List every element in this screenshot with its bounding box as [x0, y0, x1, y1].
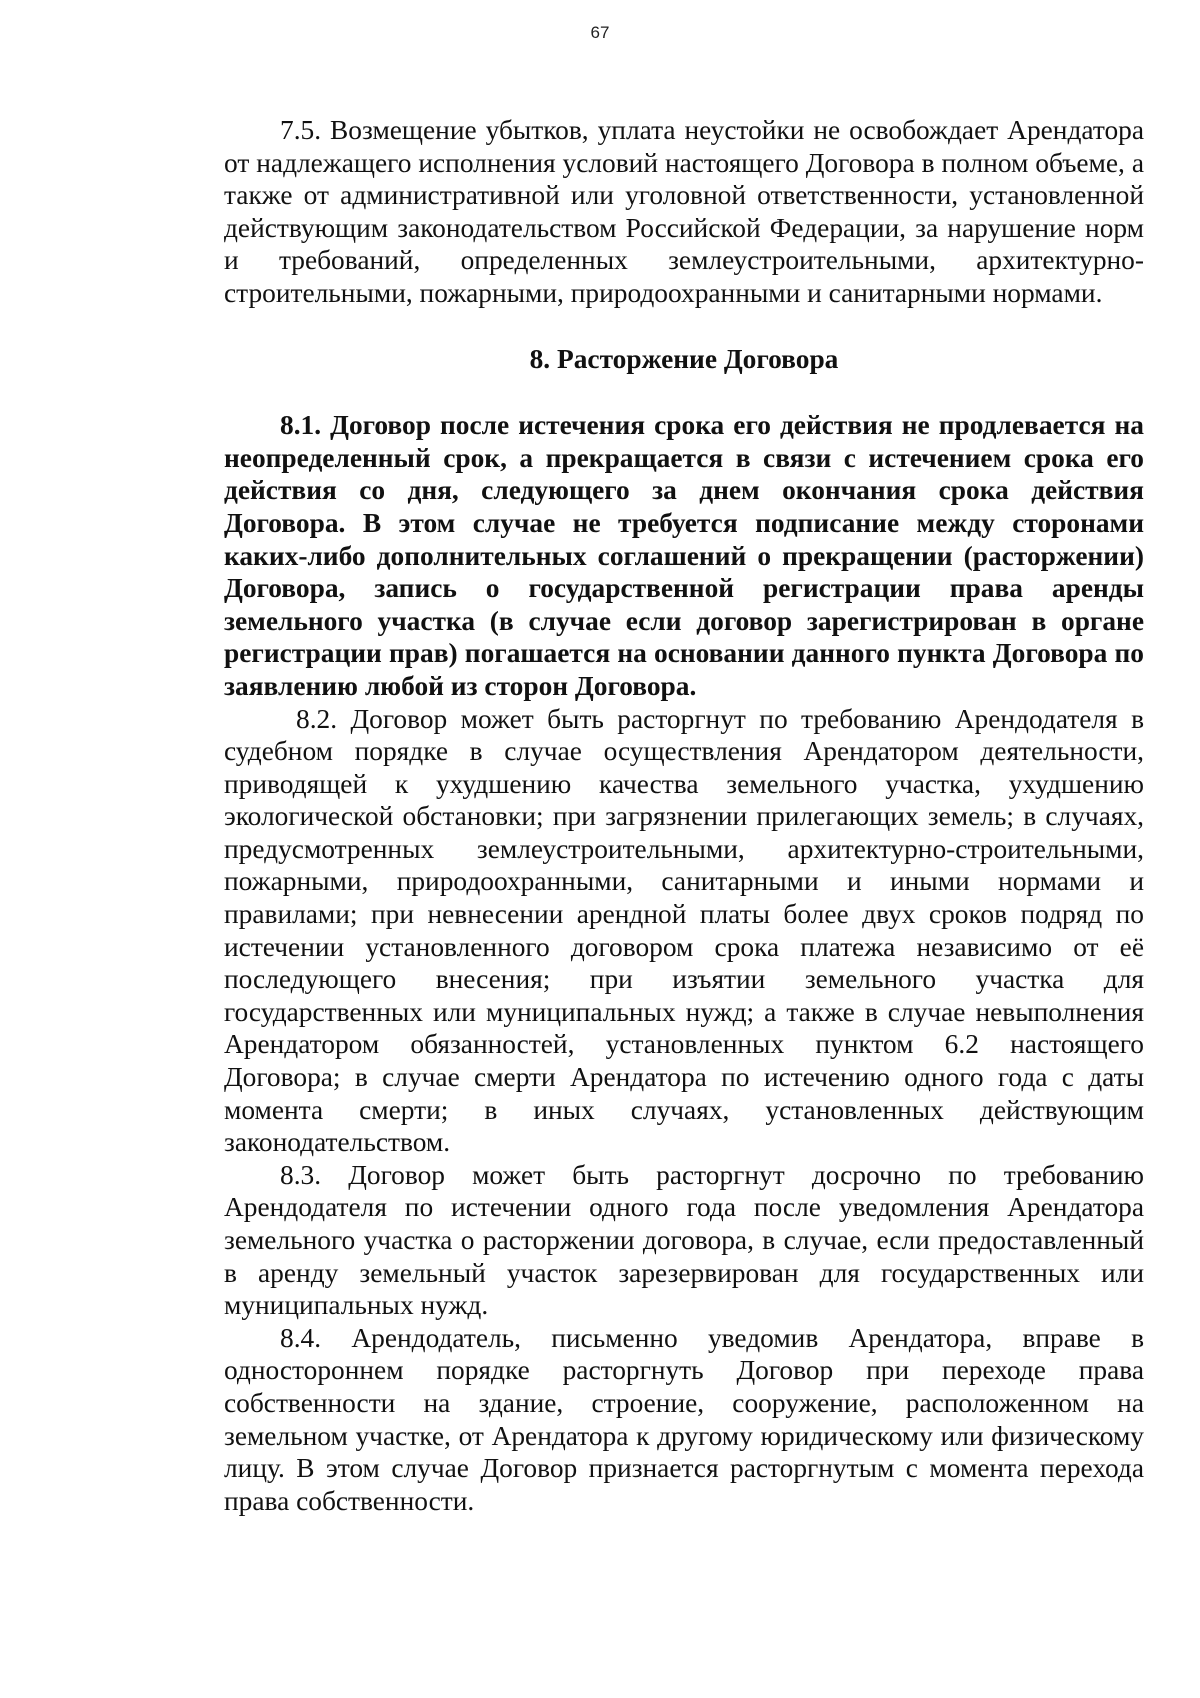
paragraph-8-1: 8.1. Договор после истечения срока его действия не продлевается на неопределенный срок, а прекращается в связи с истечением срока его действия со дня, следующего за днем окончания срока действия Договора. В этом случае не требуется подписание между сторонами каких-либо дополнительных соглашений о прекращении (расторжении) Договора, запись о государственной регистрации права аренды земельного участка (в случае если договор зарегистрирован в органе регистрации прав) погашается на основании данного пункта Договора по заявлению любой из сторон Договора.	[224, 410, 1144, 701]
paragraph-8-2: 8.2. Договор может быть расторгнут по требованию Арендодателя в судебном порядке в случае осуществления Арендатором деятельности, приводящей к ухудшению качества земельного участка, ухудшению экологической обстановки; при загрязнении прилегающих земель; в случаях, предусмотренных землеустроительными, архитектурно-строительными, пожарными, природоохранными, санитарными и иными нормами и правилами; при невнесении арендной платы более двух сроков подряд по истечении установленного договором срока платежа независимо от её последующего внесения; при изъятии земельного участка для государственных или муниципальных нужд; а также в случае невыполнения Арендатором обязанностей, установленных пунктом 6.2 настоящего Договора; в случае смерти Арендатора по истечению одного года с даты момента смерти; в иных случаях, установленных действующим законодательством.	[224, 703, 1144, 1158]
document-body	[224, 114, 1144, 1517]
page-number: 67	[590, 23, 610, 42]
paragraph-8-4: 8.4. Арендодатель, письменно уведомив Арендатора, вправе в одностороннем порядке расторгнуть Договор при переходе права собственности на здание, строение, сооружение, расположенном на земельном участке, от Арендатора к другому юридическому или физическому лицу. В этом случае Договор признается расторгнутым с момента перехода права собственности.	[224, 1322, 1144, 1516]
paragraph-7-5: 7.5. Возмещение убытков, уплата неустойки не освобождает Арендатора от надлежащего исполнения условий настоящего Договора в полном объеме, а также от административной или уголовной ответственности, установленной действующим законодательством Российской Федерации, за нарушение норм и требований, определенных землеустроительными, архитектурно-строительными, пожарными, природоохранными и санитарными нормами.	[224, 115, 1144, 308]
section-heading-8: 8. Расторжение Договора	[529, 343, 839, 374]
paragraph-8-3: 8.3. Договор может быть расторгнут досрочно по требованию Арендодателя по истечении одного года после уведомления Арендатора земельного участка о расторжении договора, в случае, если предоставленный в аренду земельный участок зарезервирован для государственных или муниципальных нужд.	[224, 1159, 1144, 1321]
